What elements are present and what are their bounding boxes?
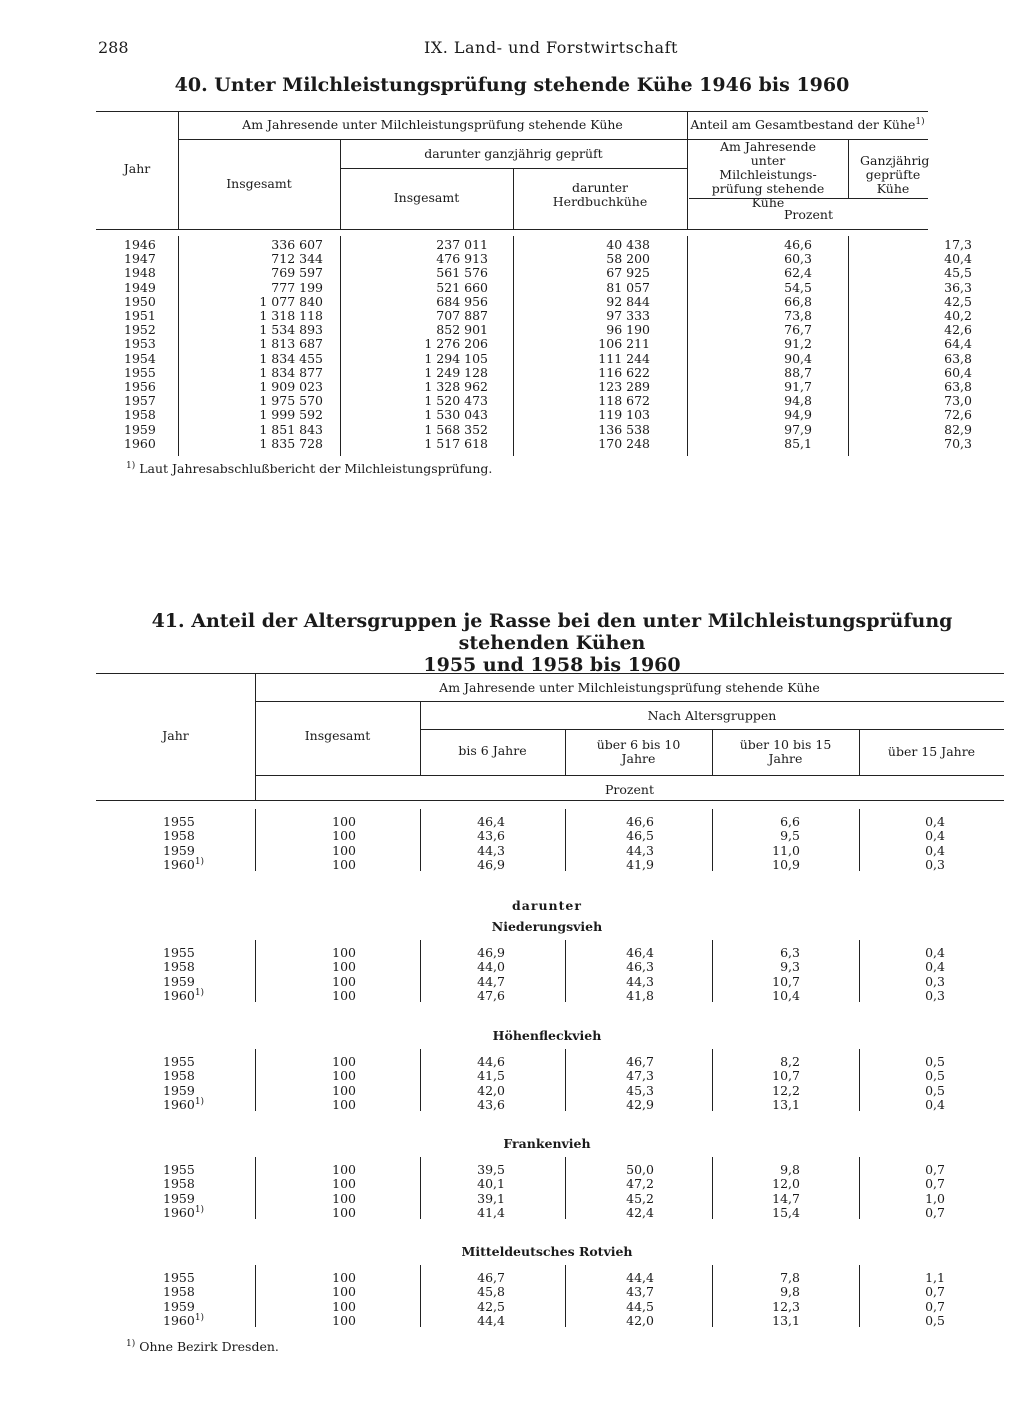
t41-value-cell: 13,1 xyxy=(772,1313,800,1329)
t41-year-text: 1960 xyxy=(163,988,195,1004)
t41-value-cell: 0,4 xyxy=(925,814,945,829)
t40-year-cell: 1959 xyxy=(124,421,156,437)
t41-footnote-mark: 1) xyxy=(194,1313,205,1324)
t41-value-cell: 9,8 xyxy=(780,1162,800,1177)
t40-value-cell: 119 103 xyxy=(598,407,650,423)
t41-value-cell: 10,7 xyxy=(772,1068,800,1084)
t40-value-cell: 712 344 xyxy=(271,251,323,267)
t41-value-cell: 8,2 xyxy=(780,1054,800,1069)
t41-value-cell: 46,5 xyxy=(626,828,654,844)
t41-value-cell: 1,1 xyxy=(925,1270,945,1285)
t41-value-cell: 100 xyxy=(332,1097,356,1113)
t40-value-cell: 1 834 877 xyxy=(259,364,323,380)
t41-header-jahr: Jahr xyxy=(162,728,189,743)
t41-value-cell: 100 xyxy=(332,1054,356,1069)
t40-value-cell: 476 913 xyxy=(436,251,488,267)
t41-year-text: 1960 xyxy=(163,1205,195,1221)
t41-year-cell xyxy=(163,1055,195,1069)
t40-year-cell: 1946 xyxy=(124,237,156,252)
t41-value-cell: 44,3 xyxy=(626,842,654,858)
t41-year-cell xyxy=(163,1177,195,1191)
t41-year-text: 1960 xyxy=(163,857,195,873)
t40-value-cell: 123 289 xyxy=(598,379,650,394)
t41-value-cell: 40,1 xyxy=(477,1176,505,1192)
t41-value-cell: 0,3 xyxy=(925,988,945,1004)
t41-header-a1: bis 6 Jahre xyxy=(458,743,527,758)
t40-value-cell: 63,8 xyxy=(944,350,972,366)
t41-value-cell: 42,5 xyxy=(477,1298,505,1314)
t41-year-cell xyxy=(163,1084,195,1098)
t41-value-cell: 0,5 xyxy=(925,1313,945,1329)
t40-year-cell: 1955 xyxy=(124,364,156,380)
table41-footnote: $^{1)}$ Ohne Bezirk Dresden. xyxy=(126,1338,279,1354)
table40-footnote: $^{1)}$ Laut Jahresabschlußbericht der Milchleistungsprüfung. xyxy=(126,460,493,476)
t41-year-text: 1959 xyxy=(163,973,195,989)
t41-value-cell: 100 xyxy=(332,1270,356,1285)
t41-year-text: 1958 xyxy=(163,959,195,975)
t40-value-cell: 94,9 xyxy=(784,407,812,423)
t41-year-cell xyxy=(163,815,195,829)
t41-section-label: Höhenfleckvieh xyxy=(492,1028,602,1043)
t41-value-cell: 0,4 xyxy=(925,959,945,975)
t41-year-cell xyxy=(163,829,195,843)
t41-year-cell xyxy=(163,1098,204,1112)
t40-header-herdbuch: darunter Herdbuchkühe xyxy=(552,180,648,209)
t40-year-cell: 1960 xyxy=(124,435,156,451)
t41-value-cell: 39,5 xyxy=(477,1162,505,1177)
t40-value-cell: 82,9 xyxy=(944,421,972,437)
t40-value-cell: 521 660 xyxy=(436,279,488,295)
t40-value-cell: 684 956 xyxy=(436,293,488,309)
t40-value-cell: 1 834 455 xyxy=(259,350,323,366)
t40-value-cell: 1 530 043 xyxy=(424,407,488,423)
t41-header-group: Am Jahresende unter Milchleistungsprüfung stehende Kühe xyxy=(439,680,820,695)
t41-value-cell: 0,7 xyxy=(925,1205,945,1221)
t40-year-cell: 1947 xyxy=(124,251,156,267)
t41-year-text: 1960 xyxy=(163,1313,195,1329)
t40-value-cell: 1 249 128 xyxy=(424,364,488,380)
t41-value-cell: 100 xyxy=(332,1068,356,1084)
t40-value-cell: 170 248 xyxy=(598,435,650,451)
t40-value-cell: 1 294 105 xyxy=(424,350,488,366)
t40-value-cell: 36,3 xyxy=(944,279,972,295)
t41-value-cell: 45,3 xyxy=(626,1082,654,1098)
t40-value-cell: 72,6 xyxy=(944,407,972,423)
t41-value-cell: 44,4 xyxy=(477,1313,505,1329)
t40-value-cell: 1 318 118 xyxy=(259,308,323,323)
t41-value-cell: 100 xyxy=(332,1205,356,1221)
t41-value-cell: 0,3 xyxy=(925,857,945,873)
t40-year-cell: 1952 xyxy=(124,322,156,338)
t41-value-cell: 46,9 xyxy=(477,857,505,873)
t40-value-cell: 92 844 xyxy=(606,293,650,309)
t41-value-cell: 12,2 xyxy=(772,1082,800,1098)
t41-year-text: 1955 xyxy=(163,1054,195,1069)
t41-year-cell xyxy=(163,1285,195,1299)
t41-value-cell: 100 xyxy=(332,1162,356,1177)
t40-value-cell: 707 887 xyxy=(436,308,488,323)
t41-header-a2: über 6 bis 10 Jahre xyxy=(596,737,681,766)
t41-value-cell: 15,4 xyxy=(772,1205,800,1221)
t41-value-cell: 0,5 xyxy=(925,1082,945,1098)
t40-value-cell: 58 200 xyxy=(606,251,650,267)
t40-value-cell: 76,7 xyxy=(784,322,812,338)
t41-header-a4: über 15 Jahre xyxy=(887,744,976,759)
t41-year-cell xyxy=(163,1069,195,1083)
t40-value-cell: 1 851 843 xyxy=(259,421,323,437)
t40-header-anteil1: Am Jahresende unter Milchleistungs-prüfung stehende Kühe xyxy=(711,139,825,210)
t41-value-cell: 41,4 xyxy=(477,1205,505,1221)
t41-year-text: 1955 xyxy=(163,945,195,960)
t41-value-cell: 100 xyxy=(332,945,356,960)
t40-value-cell: 1 568 352 xyxy=(424,421,488,437)
t41-value-cell: 46,9 xyxy=(477,945,505,960)
t41-footnote-mark: 1) xyxy=(194,1097,205,1108)
t40-value-cell: 67 925 xyxy=(606,265,650,281)
t40-value-cell: 63,8 xyxy=(944,379,972,394)
t40-header-insgesamt: Insgesamt xyxy=(226,176,292,191)
t41-year-text: 1955 xyxy=(163,1162,195,1177)
t41-year-cell xyxy=(163,1206,204,1220)
t41-year-cell xyxy=(163,946,195,960)
t41-value-cell: 100 xyxy=(332,1298,356,1314)
t41-value-cell: 10,4 xyxy=(772,988,800,1004)
t41-value-cell: 47,6 xyxy=(477,988,505,1004)
t40-value-cell: 1 999 592 xyxy=(259,407,323,423)
t41-value-cell: 43,6 xyxy=(477,828,505,844)
t41-value-cell: 44,0 xyxy=(477,959,505,975)
t40-value-cell: 45,5 xyxy=(944,265,972,281)
chapter-title: IX. Land- und Forstwirtschaft xyxy=(424,38,678,57)
t40-value-cell: 1 909 023 xyxy=(259,379,323,394)
t41-year-text: 1958 xyxy=(163,1284,195,1300)
t40-year-cell: 1951 xyxy=(124,308,156,323)
t41-value-cell: 50,0 xyxy=(626,1162,654,1177)
t40-header-group2: Anteil am Gesamtbestand der Kühe$^{1)}$ xyxy=(690,116,925,132)
t41-year-text: 1960 xyxy=(163,1097,195,1113)
t40-value-cell: 91,7 xyxy=(784,379,812,394)
t41-value-cell: 0,4 xyxy=(925,842,945,858)
t41-value-cell: 9,8 xyxy=(780,1284,800,1300)
t40-value-cell: 73,0 xyxy=(944,393,972,409)
table40-title: 40. Unter Milchleistungsprüfung stehende Kühe 1946 bis 1960 xyxy=(174,74,850,96)
t41-value-cell: 46,4 xyxy=(477,814,505,829)
t41-value-cell: 47,2 xyxy=(626,1176,654,1192)
t40-value-cell: 118 672 xyxy=(598,393,650,409)
t41-value-cell: 100 xyxy=(332,857,356,873)
t41-footnote-mark: 1) xyxy=(194,857,205,868)
t40-value-cell: 1 276 206 xyxy=(424,336,488,352)
t41-value-cell: 100 xyxy=(332,828,356,844)
t41-value-cell: 44,3 xyxy=(626,973,654,989)
t40-year-cell: 1958 xyxy=(124,407,156,423)
t41-value-cell: 9,5 xyxy=(780,828,800,844)
table41-title-line1: 41. Anteil der Altersgruppen je Rasse bei den unter Milchleistungsprüfung stehenden Kühen xyxy=(151,610,953,654)
t40-header-anteil2: Ganzjährig geprüfte Kühe xyxy=(860,153,930,196)
t40-year-cell: 1949 xyxy=(124,279,156,295)
t41-value-cell: 47,3 xyxy=(626,1068,654,1084)
t40-value-cell: 561 576 xyxy=(436,265,488,281)
t40-value-cell: 64,4 xyxy=(944,336,972,352)
t40-value-cell: 852 901 xyxy=(436,322,488,338)
t41-year-cell xyxy=(163,975,195,989)
t40-value-cell: 237 011 xyxy=(436,237,488,252)
t41-value-cell: 10,7 xyxy=(772,973,800,989)
t41-value-cell: 42,0 xyxy=(626,1313,654,1329)
t41-year-cell xyxy=(163,989,204,1003)
t41-value-cell: 41,5 xyxy=(477,1068,505,1084)
t40-value-cell: 116 622 xyxy=(598,364,650,380)
t41-year-text: 1959 xyxy=(163,1190,195,1206)
t41-value-cell: 100 xyxy=(332,842,356,858)
t40-value-cell: 136 538 xyxy=(598,421,650,437)
t41-value-cell: 46,7 xyxy=(626,1054,654,1069)
t40-value-cell: 40,4 xyxy=(944,251,972,267)
t40-value-cell: 60,4 xyxy=(944,364,972,380)
t41-section-label: Niederungsvieh xyxy=(491,919,603,934)
t40-value-cell: 88,7 xyxy=(784,364,812,380)
t41-year-text: 1958 xyxy=(163,828,195,844)
t41-value-cell: 7,8 xyxy=(780,1270,800,1285)
t41-value-cell: 45,8 xyxy=(477,1284,505,1300)
t41-header-a3: über 10 bis 15 Jahre xyxy=(739,737,832,766)
t41-value-cell: 44,6 xyxy=(477,1054,505,1069)
t41-year-cell xyxy=(163,1192,195,1206)
t41-value-cell: 10,9 xyxy=(772,857,800,873)
t41-value-cell: 0,7 xyxy=(925,1176,945,1192)
t40-value-cell: 54,5 xyxy=(784,279,812,295)
t41-value-cell: 0,3 xyxy=(925,973,945,989)
t41-value-cell: 0,4 xyxy=(925,1097,945,1113)
t41-value-cell: 46,3 xyxy=(626,959,654,975)
t40-value-cell: 769 597 xyxy=(271,265,323,281)
t40-value-cell: 111 244 xyxy=(598,350,650,366)
t40-year-cell: 1948 xyxy=(124,265,156,281)
t41-value-cell: 44,7 xyxy=(477,973,505,989)
t40-value-cell: 60,3 xyxy=(784,251,812,267)
t41-value-cell: 44,3 xyxy=(477,842,505,858)
t40-header-jahr: Jahr xyxy=(123,161,151,176)
t41-year-cell xyxy=(163,1271,195,1285)
t40-header-darunter-ganz: darunter ganzjährig geprüft xyxy=(424,146,603,161)
t41-year-cell xyxy=(163,844,195,858)
t41-value-cell: 46,6 xyxy=(626,814,654,829)
table41-title xyxy=(96,610,1008,676)
t40-value-cell: 1 534 893 xyxy=(259,322,323,338)
t41-value-cell: 100 xyxy=(332,988,356,1004)
t40-year-cell: 1953 xyxy=(124,336,156,352)
t41-year-text: 1959 xyxy=(163,842,195,858)
t40-value-cell: 1 517 618 xyxy=(424,435,488,451)
t40-value-cell: 17,3 xyxy=(944,237,972,252)
t40-header-insgesamt2: Insgesamt xyxy=(393,190,460,205)
t40-value-cell: 94,8 xyxy=(784,393,812,409)
t41-year-cell xyxy=(163,1163,195,1177)
t40-value-cell: 70,3 xyxy=(944,435,972,451)
t40-value-cell: 73,8 xyxy=(784,308,812,323)
t40-value-cell: 46,6 xyxy=(784,237,812,252)
t40-value-cell: 42,6 xyxy=(944,322,972,338)
t41-year-cell xyxy=(163,858,204,872)
t41-darunter-label: darunter xyxy=(512,898,582,913)
t40-value-cell: 106 211 xyxy=(598,336,650,352)
t41-footnote-mark: 1) xyxy=(194,1205,205,1216)
t41-year-text: 1955 xyxy=(163,1270,195,1285)
t41-value-cell: 44,4 xyxy=(626,1270,654,1285)
t41-year-cell xyxy=(163,960,195,974)
t40-value-cell: 1 813 687 xyxy=(259,336,323,352)
t41-value-cell: 6,6 xyxy=(780,814,800,829)
t41-value-cell: 9,3 xyxy=(780,959,800,975)
t41-value-cell: 12,3 xyxy=(772,1298,800,1314)
t41-header-insgesamt: Insgesamt xyxy=(304,728,371,743)
t40-value-cell: 1 835 728 xyxy=(259,435,323,451)
t41-header-nach: Nach Altersgruppen xyxy=(647,708,777,723)
t41-value-cell: 0,7 xyxy=(925,1298,945,1314)
t41-value-cell: 45,2 xyxy=(626,1190,654,1206)
t41-footnote-mark: 1) xyxy=(194,988,205,999)
t40-value-cell: 40,2 xyxy=(944,308,972,323)
t41-value-cell: 41,9 xyxy=(626,857,654,873)
t41-value-cell: 43,6 xyxy=(477,1097,505,1113)
t41-value-cell: 14,7 xyxy=(772,1190,800,1206)
t40-value-cell: 1 975 570 xyxy=(259,393,323,409)
t41-value-cell: 1,0 xyxy=(925,1190,945,1206)
t41-value-cell: 42,9 xyxy=(626,1097,654,1113)
t41-year-text: 1958 xyxy=(163,1068,195,1084)
t41-value-cell: 42,4 xyxy=(626,1205,654,1221)
t41-year-text: 1959 xyxy=(163,1298,195,1314)
t41-value-cell: 100 xyxy=(332,1284,356,1300)
t40-value-cell: 91,2 xyxy=(784,336,812,352)
t40-value-cell: 42,5 xyxy=(944,293,972,309)
t41-value-cell: 0,7 xyxy=(925,1162,945,1177)
t41-value-cell: 100 xyxy=(332,1176,356,1192)
t41-value-cell: 0,4 xyxy=(925,828,945,844)
t40-value-cell: 1 077 840 xyxy=(259,293,323,309)
t41-value-cell: 6,3 xyxy=(780,945,800,960)
t41-year-cell xyxy=(163,1314,204,1328)
t41-value-cell: 100 xyxy=(332,1082,356,1098)
t40-value-cell: 81 057 xyxy=(606,279,650,295)
t41-value-cell: 12,0 xyxy=(772,1176,800,1192)
t40-value-cell: 85,1 xyxy=(784,435,812,451)
t41-value-cell: 39,1 xyxy=(477,1190,505,1206)
t41-value-cell: 100 xyxy=(332,1313,356,1329)
t41-value-cell: 0,5 xyxy=(925,1054,945,1069)
t40-value-cell: 336 607 xyxy=(271,237,323,252)
t40-value-cell: 62,4 xyxy=(784,265,812,281)
t41-year-text: 1959 xyxy=(163,1082,195,1098)
t41-value-cell: 0,4 xyxy=(925,945,945,960)
t40-value-cell: 1 328 962 xyxy=(424,379,488,394)
t41-value-cell: 41,8 xyxy=(626,988,654,1004)
t41-year-text: 1958 xyxy=(163,1176,195,1192)
t40-year-cell: 1957 xyxy=(124,393,156,409)
t40-value-cell: 66,8 xyxy=(784,293,812,309)
t41-value-cell: 43,7 xyxy=(626,1284,654,1300)
t41-value-cell: 11,0 xyxy=(772,842,800,858)
t41-section-label: Frankenvieh xyxy=(503,1136,591,1151)
t40-value-cell: 97,9 xyxy=(784,421,812,437)
t40-value-cell: 777 199 xyxy=(271,279,323,295)
t41-section-label: Mitteldeutsches Rotvieh xyxy=(461,1244,633,1259)
t40-year-cell: 1950 xyxy=(124,293,156,309)
t41-year-text: 1955 xyxy=(163,814,195,829)
t41-value-cell: 46,4 xyxy=(626,945,654,960)
t40-header-group1: Am Jahresende unter Milchleistungsprüfung stehende Kühe xyxy=(242,117,623,132)
t41-year-cell xyxy=(163,1300,195,1314)
t40-value-cell: 1 520 473 xyxy=(424,393,488,409)
t41-value-cell: 100 xyxy=(332,814,356,829)
t41-value-cell: 0,7 xyxy=(925,1284,945,1300)
t41-value-cell: 100 xyxy=(332,959,356,975)
t40-year-cell: 1954 xyxy=(124,350,156,366)
page-number: 288 xyxy=(98,38,129,57)
t40-value-cell: 96 190 xyxy=(606,322,650,338)
t41-value-cell: 13,1 xyxy=(772,1097,800,1113)
t41-value-cell: 100 xyxy=(332,973,356,989)
t41-value-cell: 42,0 xyxy=(477,1082,505,1098)
t40-year-cell: 1956 xyxy=(124,379,156,394)
t40-value-cell: 40 438 xyxy=(606,237,650,252)
t40-value-cell: 97 333 xyxy=(606,308,650,323)
t41-value-cell: 100 xyxy=(332,1190,356,1206)
t40-header-prozent: Prozent xyxy=(784,207,833,222)
t41-value-cell: 44,5 xyxy=(626,1298,654,1314)
t41-value-cell: 0,5 xyxy=(925,1068,945,1084)
table41-title-line2: 1955 und 1958 bis 1960 xyxy=(423,654,681,676)
t41-header-prozent: Prozent xyxy=(605,782,654,797)
t40-value-cell: 90,4 xyxy=(784,350,812,366)
t41-value-cell: 46,7 xyxy=(477,1270,505,1285)
